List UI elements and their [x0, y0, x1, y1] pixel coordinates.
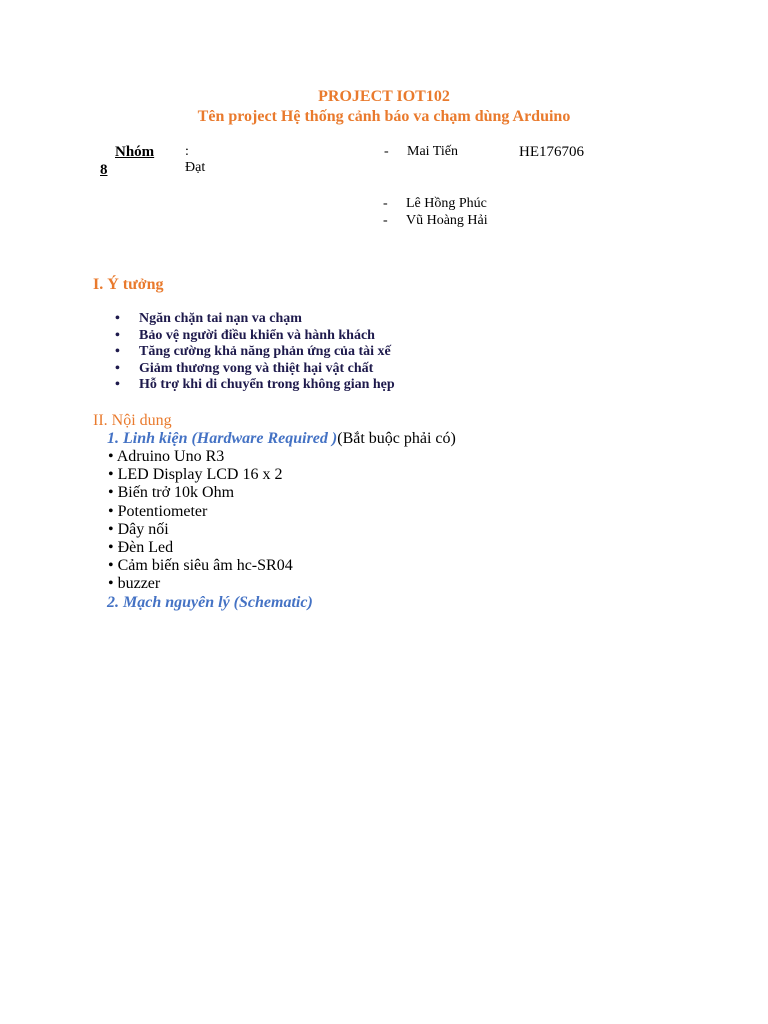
- group-label: Nhóm: [115, 144, 155, 160]
- bullet-icon: •: [115, 377, 120, 393]
- list-item: • LED Display LCD 16 x 2: [108, 466, 283, 484]
- list-item-text: Ngăn chặn tai nạn va chạm: [139, 311, 302, 326]
- list-item: [108, 328, 395, 345]
- bullet-icon: •: [115, 344, 120, 360]
- member-name: Lê Hồng Phúc: [406, 196, 487, 211]
- list-item-text: Giảm thương vong và thiệt hại vật chất: [139, 360, 374, 376]
- section-heading-content: II. Nội dung: [93, 412, 172, 429]
- document-title: PROJECT IOT102: [318, 88, 450, 105]
- list-item: • Biến trở 10k Ohm: [108, 484, 235, 502]
- group-number: 8: [100, 162, 108, 178]
- list-item: [108, 361, 395, 378]
- list-item: • Dây nối: [108, 520, 169, 538]
- leader-student-id: HE176706: [519, 144, 584, 160]
- list-item: • Potentiometer: [108, 502, 208, 520]
- member-dash: -: [383, 196, 388, 211]
- idea-list: [108, 311, 395, 394]
- bullet-icon: •: [115, 327, 120, 343]
- list-item-text: Bảo vệ người điều khiển và hành khách: [139, 327, 375, 343]
- subsection-hardware: [107, 430, 456, 448]
- section-heading-idea: I. Ý tưởng: [93, 276, 164, 293]
- bullet-icon: •: [115, 311, 120, 326]
- leader-name-continued: Đạt: [185, 160, 206, 175]
- group-colon: :: [185, 144, 189, 159]
- project-subtitle: Tên project Hệ thống cảnh báo va chạm dùng Arduino: [197, 108, 571, 125]
- list-item: • Đèn Led: [108, 539, 174, 557]
- list-item-text: Hỗ trợ khi di chuyển trong không gian hẹp: [139, 377, 395, 393]
- subsection-hardware-note: (Bắt buộc phải có): [337, 430, 456, 447]
- list-item: • Cảm biến siêu âm hc-SR04: [108, 557, 293, 575]
- member-name: Vũ Hoàng Hải: [406, 213, 488, 228]
- list-item: [108, 344, 395, 361]
- list-item-text: Tăng cường khả năng phản ứng của tài xế: [139, 344, 391, 360]
- list-item: • buzzer: [108, 575, 161, 593]
- hardware-parts-list: [108, 448, 293, 594]
- subsection-schematic-title: 2. Mạch nguyên lý (Schematic): [107, 594, 313, 611]
- bullet-icon: •: [115, 360, 120, 376]
- leader-dash: -: [384, 144, 389, 159]
- list-item: • Adruino Uno R3: [108, 448, 225, 465]
- leader-name: Mai Tiến: [407, 144, 458, 159]
- member-dash: -: [383, 213, 388, 228]
- subsection-hardware-title: 1. Linh kiện (Hardware Required ): [107, 430, 338, 447]
- list-item: [108, 377, 395, 394]
- list-item: [108, 311, 395, 328]
